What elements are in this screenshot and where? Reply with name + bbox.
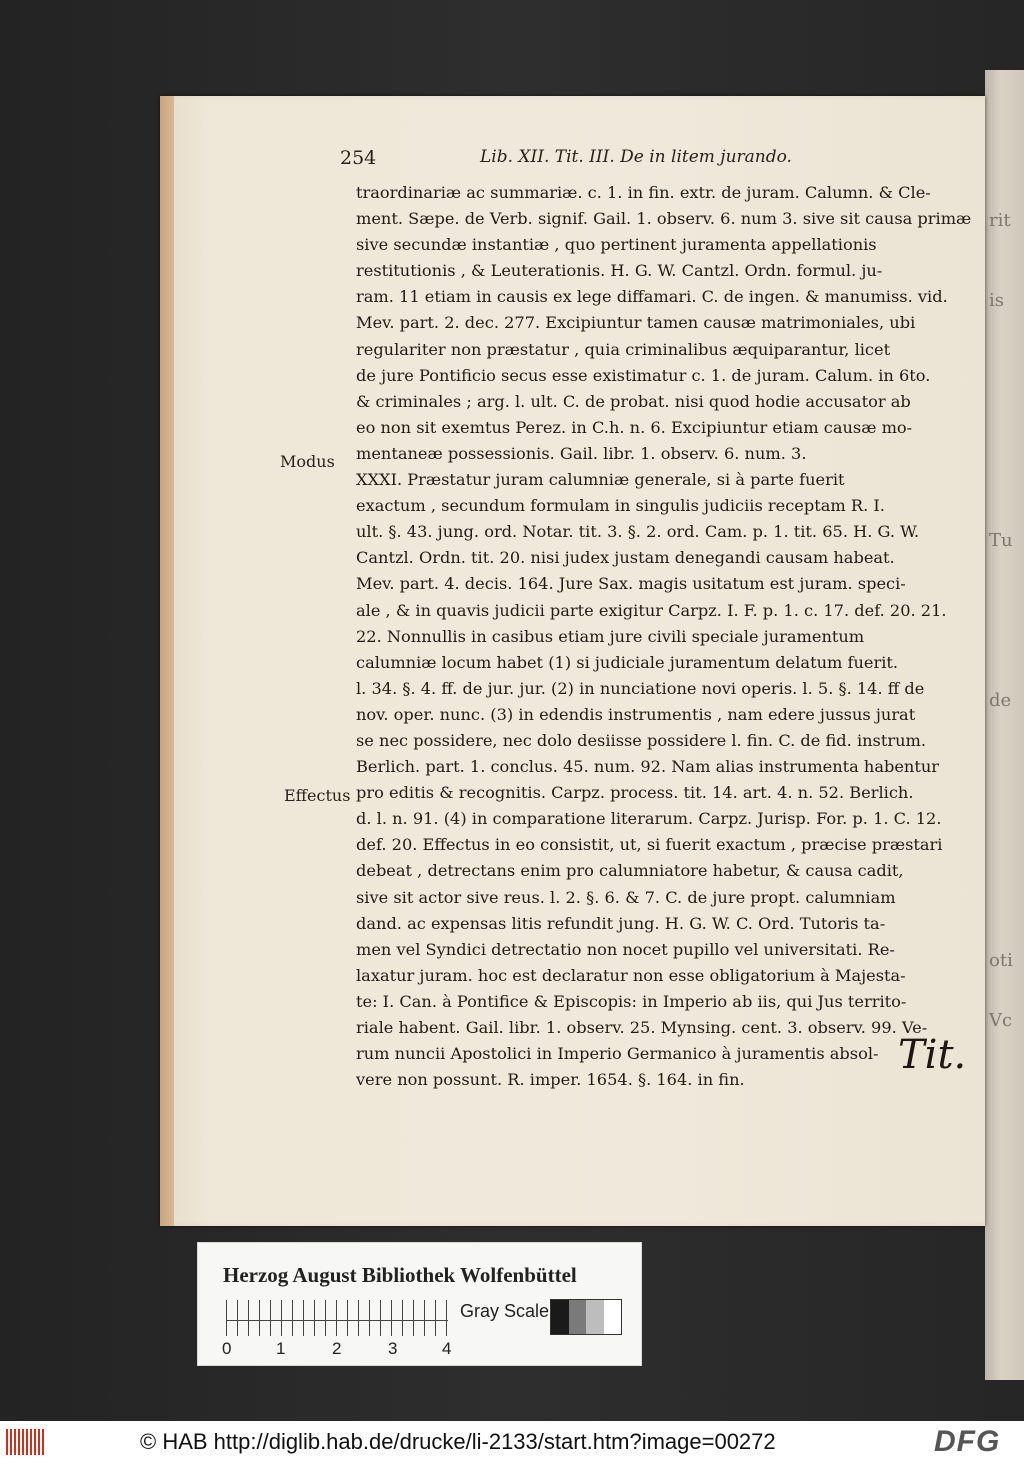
catchword: Tit. [898,1032,967,1078]
text-line: traordinariæ ac summariæ. c. 1. in fin. extr. de juram. Calumn. & Cle- [356,183,931,202]
text-line: Berlich. part. 1. conclus. 45. num. 92. Nam alias instrumenta habentur [356,757,940,777]
gray-swatch [569,1300,587,1334]
facing-page-fragment: oti [989,950,1013,971]
facing-page-fragment: Vc [989,1010,1013,1031]
text-line: & criminales ; arg. l. ult. C. de probat. nisi quod hodie accusator ab [356,391,911,411]
text-line: def. 20. Effectus in eo consistit, ut, si fuerit exactum , præcise præstari [356,835,943,855]
gray-swatch [586,1300,604,1334]
text-line: se nec possidere, nec dolo desiisse possidere l. fin. C. de fid. instrum. [356,730,927,750]
text-line: riale habent. Gail. libr. 1. observ. 25. Mynsing. cent. 3. observ. 99. Ve- [356,1018,928,1037]
text-line: laxatur juram. hoc est declaratur non esse obligatorium à Majesta- [356,965,906,985]
gray-swatch [551,1300,569,1334]
text-line: calumniæ locum habet (1) si judiciale juramentum delatum fuerit. [356,652,899,672]
body-text [356,180,976,1093]
text-line: ult. §. 43. jung. ord. Notar. tit. 3. §. 2. ord. Cam. p. 1. tit. 65. H. G. W. [356,522,920,542]
copyright-credit: © HAB http://diglib.hab.de/drucke/li-2133/start.htm?image=00272 [140,1429,776,1454]
text-line: Cantzl. Ordn. tit. 20. nisi judex justam denegandi causam habeat. [356,548,895,568]
text-line: l. 34. §. 4. ff. de jur. jur. (2) in nunciatione novi operis. l. 5. §. 14. ff de [356,678,925,698]
text-line: ment. Sæpe. de Verb. signif. Gail. 1. observ. 6. num 3. sive sit causa primæ [356,209,972,229]
gray-scale-label: Gray Scale [460,1301,550,1321]
page-gutter [160,96,174,1226]
ruler-number: 0 [222,1339,232,1358]
gray-swatch [604,1300,622,1334]
facing-page-fragment: de [989,690,1012,711]
margin-note-modus: Modus [280,452,335,471]
ruler-number: 2 [332,1339,342,1358]
text-line: Mev. part. 4. decis. 164. Jure Sax. magis usitatum est juram. speci- [356,574,906,594]
text-line: pro editis & recognitis. Carpz. process. tit. 14. art. 4. n. 52. Berlich. [356,783,914,803]
running-title: Lib. XII. Tit. III. De in litem jurando. [480,147,792,167]
text-line: regulariter non præstatur , quia criminalibus æquiparantur, licet [356,339,891,359]
text-line: vere non possunt. R. imper. 1654. §. 164. in fin. [356,1070,745,1090]
facing-page-fragment: is [989,290,1004,311]
text-line: dand. ac expensas litis refundit jung. H. G. W. C. Ord. Tutoris ta- [356,913,886,933]
text-line: mentaneæ possessionis. Gail. libr. 1. observ. 6. num. 3. [356,443,807,463]
page-number: 254 [340,147,377,169]
text-line: te: I. Can. à Pontifice & Episcopis: in Imperio ab iis, qui Jus territo- [356,991,907,1011]
text-line: sive sit actor sive reus. l. 2. §. 6. & 7. C. de jure propt. calumniam [356,887,896,907]
ruler-number: 3 [388,1339,398,1358]
facing-page-fragment: rit [989,210,1011,231]
ruler-numbers [222,1339,462,1359]
library-name: Herzog August Bibliothek Wolfenbüttel [223,1263,577,1287]
margin-note-effectus: Effectus [284,786,351,805]
ruler-number: 4 [442,1339,452,1358]
text-line: eo non sit exemtus Perez. in C.h. n. 6. Excipiuntur etiam causæ mo- [356,417,913,437]
text-line: sive secundæ instantiæ , quo pertinent juramenta appellationis [356,235,877,255]
gray-swatches [550,1299,622,1335]
text-line: restitutionis , & Leuterationis. H. G. W. Cantzl. Ordn. formul. ju- [356,261,883,281]
text-line: ale , & in quavis judicii parte exigitur Carpz. I. F. p. 1. c. 17. def. 20. 21. [356,600,947,620]
ruler-scale [226,1300,448,1336]
ruler-number: 1 [276,1339,286,1358]
text-line: de jure Pontificio secus esse existimatur c. 1. de juram. Calum. in 6to. [356,365,931,385]
hab-logo-icon [6,1429,46,1455]
text-line: men vel Syndici detrectatio non nocet pupillo vel universitati. Re- [356,939,895,959]
color-scale-card [197,1242,642,1366]
footer-bar [0,1421,1024,1461]
facing-page-fragment: Tu [989,530,1013,551]
dfg-logo: DFG [934,1425,1001,1458]
text-line: debeat , detrectans enim pro calumniatore habetur, & causa cadit, [356,861,904,881]
text-line: Mev. part. 2. dec. 277. Excipiuntur tamen causæ matrimoniales, ubi [356,313,916,333]
text-line: XXXI. Præstatur juram calumniæ generale, si à parte fuerit [356,470,845,490]
text-line: exactum , secundum formulam in singulis judiciis receptam R. I. [356,496,885,516]
text-line: 22. Nonnullis in casibus etiam jure civili speciale juramentum [356,626,865,646]
text-line: d. l. n. 91. (4) in comparatione literarum. Carpz. Jurisp. For. p. 1. C. 12. [356,809,942,829]
text-line: nov. oper. nunc. (3) in edendis instrumentis , nam edere jussus jurat [356,704,916,724]
facing-page-edge [985,70,1024,1380]
text-line: ram. 11 etiam in causis ex lege diffamari. C. de ingen. & manumiss. vid. [356,287,948,307]
text-line: rum nuncii Apostolici in Imperio Germanico à juramentis absol- [356,1044,879,1064]
